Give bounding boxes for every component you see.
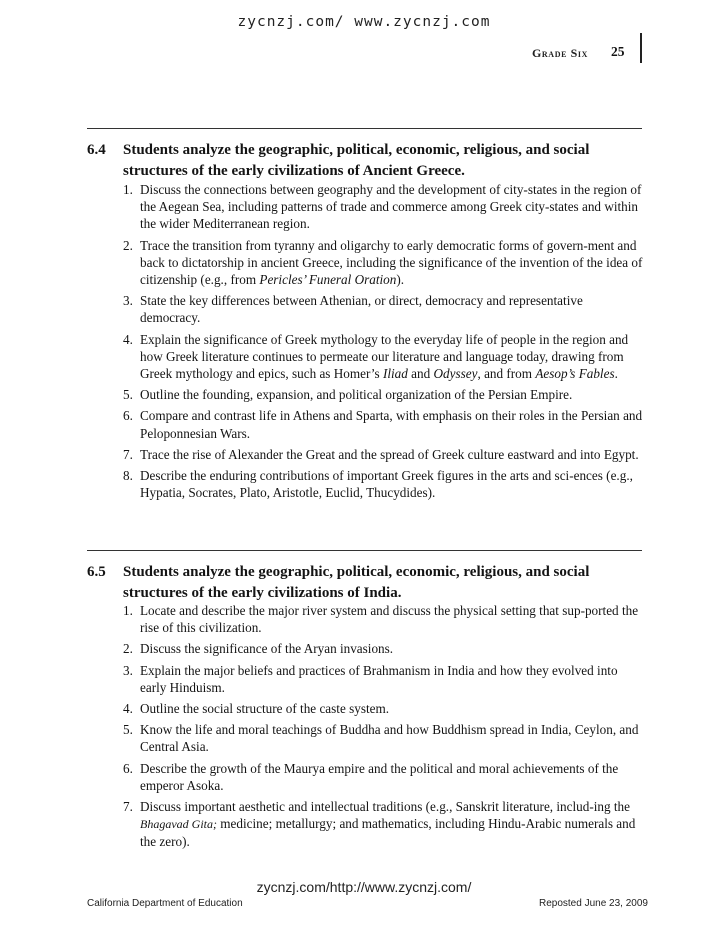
- running-head: Grade Six: [532, 46, 588, 60]
- standards-list: [123, 602, 645, 855]
- section-number: 6.5: [87, 564, 106, 580]
- list-item: 7. Discuss important aesthetic and intellectual traditions (e.g., Sanskrit literature, includ-ing the Bhagavad Gita; medicine; metallurgy; and mathematics, including Hindu-Arabic numerals and the zero).: [123, 799, 636, 850]
- list-item: 4. Explain the significance of Greek mythology to the everyday life of people in the region and how Greek literature continues to permeate our literature and language today, drawing from Greek mythology and epics, such as Homer’s Iliad and Odyssey, and from Aesop’s Fables.: [123, 331, 629, 382]
- section-title: Students analyze the geographic, political, economic, religious, and social structures of the early civilizations of India.: [123, 564, 590, 601]
- list-item: 3. Explain the major beliefs and practices of Brahmanism in India and how they evolved into early Hinduism.: [123, 662, 618, 695]
- watermark-top: zycnzj.com/ www.zycnzj.com: [237, 14, 491, 30]
- list-item: 4. Outline the social structure of the caste system.: [123, 701, 390, 717]
- list-item: 1. Discuss the connections between geography and the development of city-states in the region of the Aegean Sea, including patterns of trade and commerce among Greek city-states and within the wider Mediterranean region.: [123, 182, 642, 232]
- list-item: 5. Know the life and moral teachings of Buddha and how Buddhism spread in India, Ceylon, and Central Asia.: [123, 722, 639, 755]
- list-item: 1. Locate and describe the major river system and discuss the physical setting that sup-ported the rise of this civilization.: [123, 603, 639, 636]
- list-item: 8. Describe the enduring contributions of important Greek figures in the arts and sci-ences (e.g., Hypatia, Socrates, Plato, Aristotle, Euclid, Thucydides).: [123, 468, 633, 501]
- section-rule: [87, 128, 642, 129]
- standards-list: [123, 181, 645, 505]
- list-item: 7. Trace the rise of Alexander the Great and the spread of Greek culture eastward and into Egypt.: [123, 446, 639, 462]
- section-number: 6.4: [87, 142, 106, 158]
- header-vertical-rule: [640, 33, 642, 63]
- section-title: Students analyze the geographic, political, economic, religious, and social structures of the early civilizations of Ancient Greece.: [123, 142, 590, 179]
- list-item: 3. State the key differences between Athenian, or direct, democracy and representative democracy.: [123, 293, 583, 326]
- section-rule: [87, 550, 642, 551]
- list-item: 2. Trace the transition from tyranny and oligarchy to early democratic forms of govern-ment and back to dictatorship in ancient Greece, including the significance of the invention of the idea of citizenship (e.g., from Pericles’ Funeral Oration).: [123, 237, 643, 288]
- list-item: 2. Discuss the significance of the Aryan invasions.: [123, 641, 394, 657]
- page-number: 25: [611, 44, 625, 59]
- footer-left: California Department of Education: [87, 898, 243, 909]
- list-item: 6. Describe the growth of the Maurya empire and the political and moral achievements of the emperor Asoka.: [123, 760, 619, 793]
- footer-right: Reposted June 23, 2009: [539, 898, 648, 909]
- list-item: 6. Compare and contrast life in Athens and Sparta, with emphasis on their roles in the Persian and Peloponnesian Wars.: [123, 408, 643, 441]
- watermark-bottom: zycnzj.com/http://www.zycnzj.com/: [256, 879, 472, 895]
- list-item: 5. Outline the founding, expansion, and political organization of the Persian Empire.: [123, 387, 573, 403]
